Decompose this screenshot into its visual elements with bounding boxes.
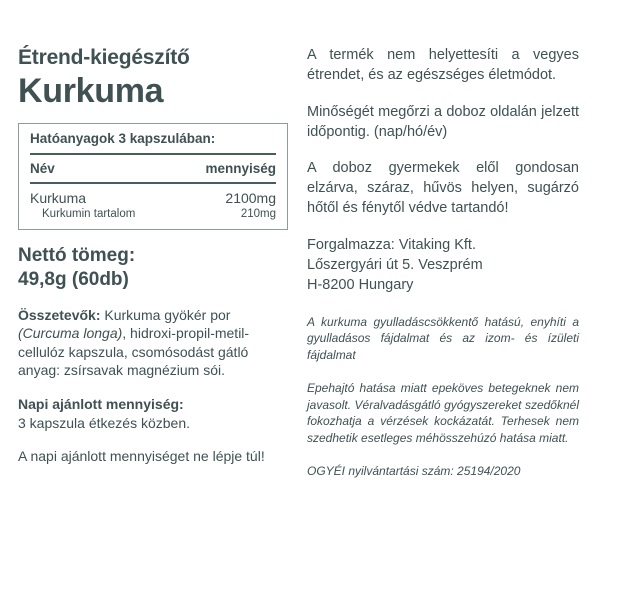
facts-column-header-amount: mennyiség <box>205 161 276 177</box>
dosage-label: Napi ajánlott mennyiség: <box>18 395 184 412</box>
right-column <box>300 46 600 600</box>
ingredients-text-first: Kurkuma gyökér por <box>104 306 231 323</box>
ingredients-latin-name: (Curcuma longa) <box>18 325 123 342</box>
ingredient-amount: 2100mg <box>225 190 276 207</box>
facts-column-header-name: Név <box>30 161 55 177</box>
ingredients-text-rest: , hidroxi-propil-metil-cellulóz kapszula, csomósodást gátló anyag: zsírsavak magnézium sói. <box>18 325 250 379</box>
contraindications: Epehajtó hatása miatt epeköves betegeknek nem javasolt. Véralvadásgátló gyógyszereket szedőknél fokozhatja a vérzések kockázatát. Terhesek nem szedhetik esetleges méhösszehúzó hatása miatt. <box>307 381 579 445</box>
distributor-address <box>307 236 579 296</box>
distributor-postal: H-8200 Hungary <box>307 276 414 293</box>
registration-number: OGYÉI nyilvántartási szám: 25194/2020 <box>307 464 521 479</box>
ingredients-label: Összetevők: <box>18 306 101 323</box>
ingredient-amount: 210mg <box>240 208 276 221</box>
supplement-facts-table <box>18 123 288 230</box>
best-before-notice: Minőségét megőrzi a doboz oldalán jelzett időpontig. (nap/hó/év) <box>307 103 579 140</box>
supplement-facts-title: Hatóanyagok 3 kapszulában: <box>30 131 216 147</box>
left-column <box>0 46 300 600</box>
ingredients-paragraph <box>18 306 290 380</box>
storage-instructions: A doboz gyermekek elől gondosan elzárva, száraz, hűvös helyen, sugárzó hőtől és fénytől védve tartandó! <box>307 160 579 217</box>
dosage-paragraph <box>18 395 290 432</box>
distributor-street: Lőszergyári út 5. Veszprém <box>307 256 483 273</box>
net-weight-block <box>18 244 300 291</box>
table-row <box>30 206 276 220</box>
ingredient-name: Kurkumin tartalom <box>42 208 136 221</box>
table-row <box>30 184 276 206</box>
facts-header-row <box>30 155 276 182</box>
diet-disclaimer: A termék nem helyettesíti a vegyes étrendet, és az egészséges életmódot. <box>307 47 579 83</box>
health-claim: A kurkuma gyulladáscsökkentő hatású, enyhíti a gyulladásos fájdalmat és az izom- és ízületi fájdalmat <box>307 314 579 362</box>
product-category-heading: Étrend-kiegészítő <box>18 46 190 69</box>
dosage-warning: A napi ajánlott mennyiséget ne lépje túl! <box>18 448 265 465</box>
dosage-value: 3 kapszula étkezés közben. <box>18 414 190 431</box>
net-weight-value: 49,8g (60db) <box>18 268 129 290</box>
ingredient-name: Kurkuma <box>30 190 87 207</box>
distributor-name: Forgalmazza: Vitaking Kft. <box>307 237 476 254</box>
page-title: Kurkuma <box>18 72 164 111</box>
net-weight-label: Nettó tömeg: <box>18 245 136 267</box>
